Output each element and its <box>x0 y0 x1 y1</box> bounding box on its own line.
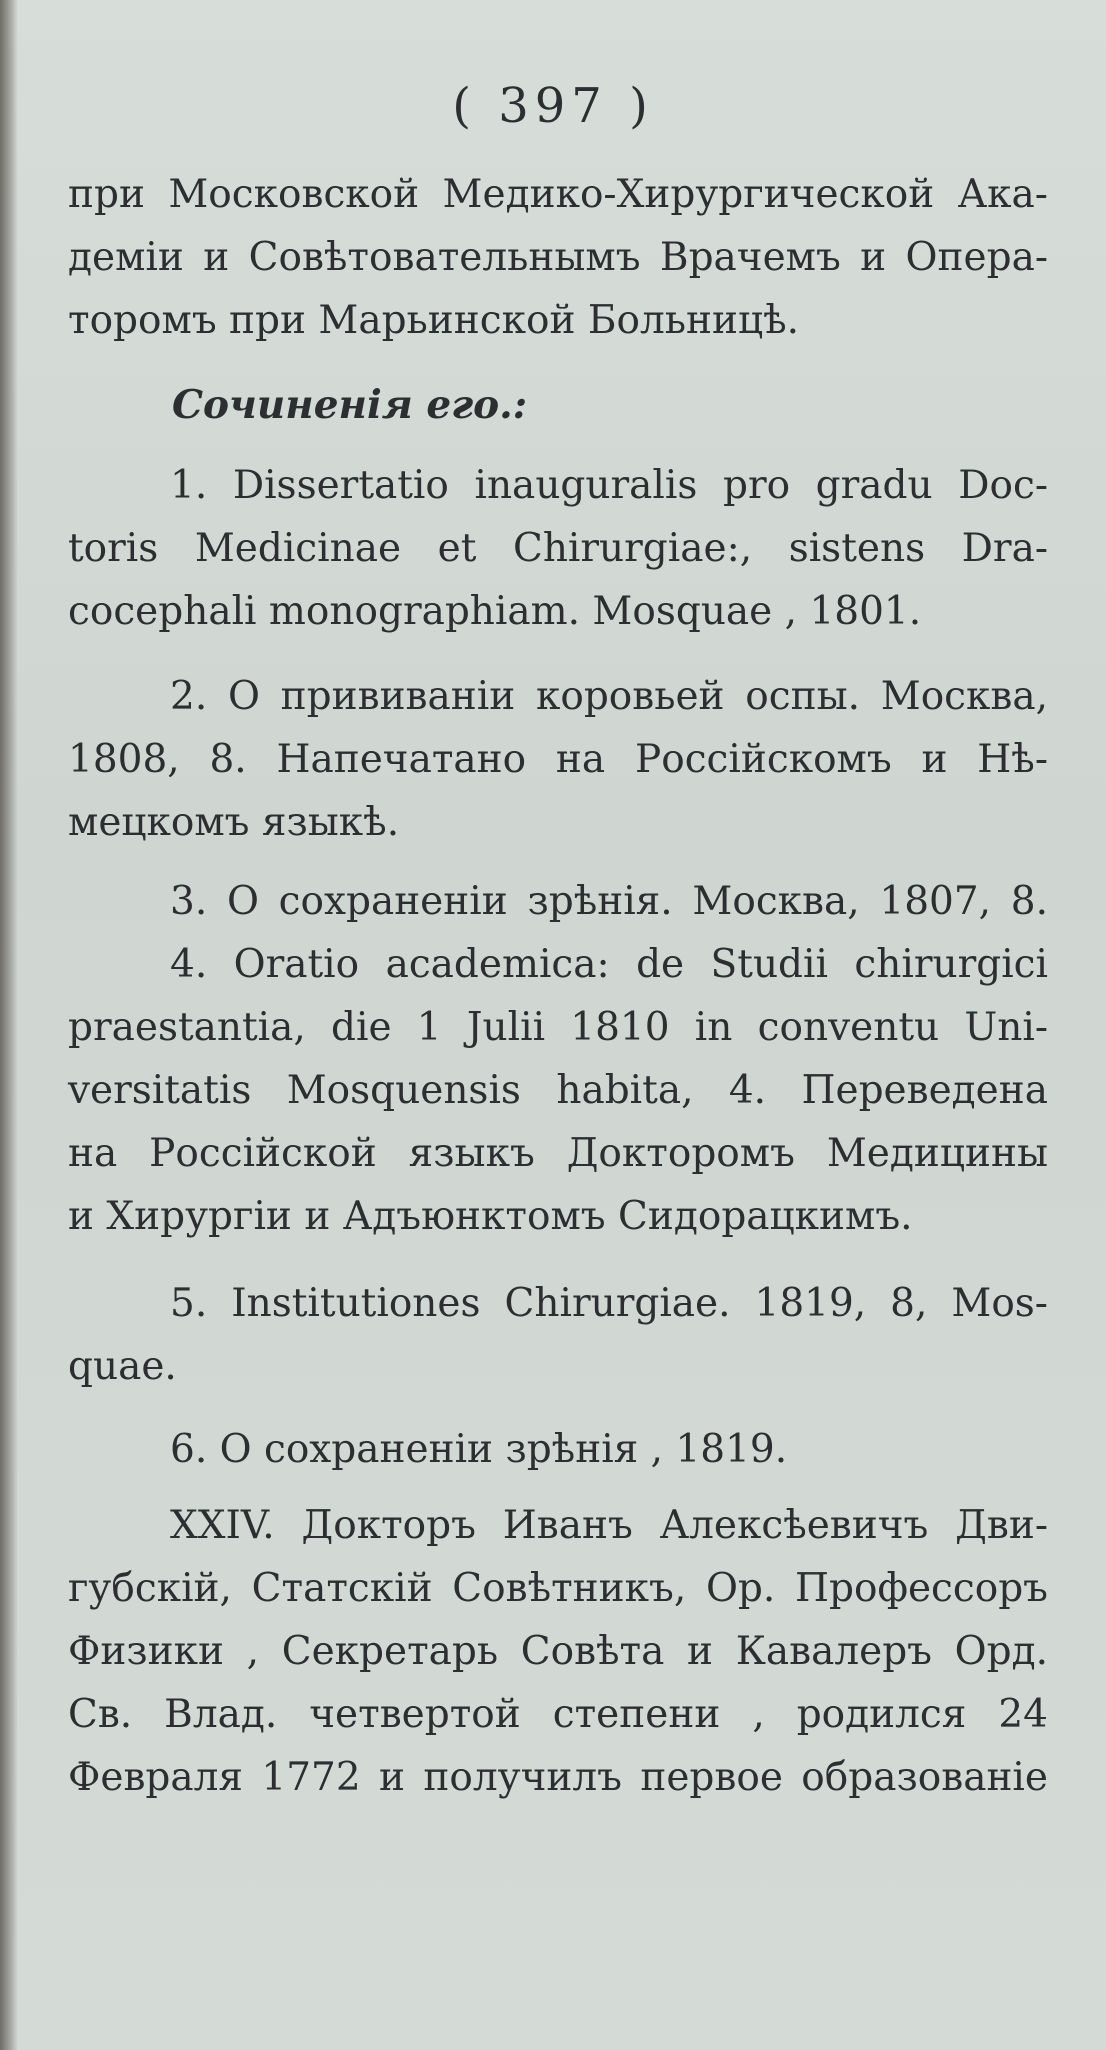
text-line: 5. Institutiones Chirurgiae. 1819, 8, Mos- <box>170 1281 1048 1326</box>
text-line: деміи и Совѣтовательнымъ Врачемъ и Опера- <box>68 235 1048 280</box>
works-heading: Сочиненія его.: <box>172 382 528 428</box>
text-line: и Хирургіи и Адъюнктомъ Сидорацкимъ. <box>68 1194 913 1239</box>
works-heading-block <box>68 374 1048 437</box>
work-item-1 <box>68 454 1048 643</box>
text-line: Физики , Секретарь Совѣта и Кавалеръ Орд. <box>68 1629 1048 1674</box>
text-line: мецкомъ языкѣ. <box>68 800 400 845</box>
text-line: toris Medicinae et Chirurgiae:, sistens Dra- <box>68 526 1048 571</box>
work-item-6 <box>68 1418 1048 1481</box>
text-line: cocephali monographiam. Mosquae , 1801. <box>68 589 922 634</box>
text-line: торомъ при Марьинской Больницѣ. <box>68 298 799 343</box>
page-spine-shadow <box>0 0 18 2050</box>
text-line: 4. Oratio academica: de Studii chirurgici <box>170 942 1048 987</box>
text-line: 2. О прививаніи коровьей оспы. Москва, <box>170 674 1048 719</box>
text-line: XXIV. Докторъ Иванъ Алексѣевичъ Дви- <box>170 1503 1048 1548</box>
text-line: 1. Dissertatio inauguralis pro gradu Doc- <box>170 463 1048 508</box>
text-line: при Московской Медико-Хирургической Ака- <box>68 172 1048 217</box>
text-line: 1808, 8. Напечатано на Россійскомъ и Нѣ- <box>68 737 1048 782</box>
text-line: на Россійской языкъ Докторомъ Медицины <box>68 1131 1048 1176</box>
text-line: 3. О сохраненіи зрѣнія. Москва, 1807, 8. <box>170 879 1048 924</box>
work-item-5 <box>68 1272 1048 1398</box>
text-line: praestantia, die 1 Julii 1810 in conventu Uni- <box>68 1005 1048 1050</box>
text-line: versitatis Mosquensis habita, 4. Переведена <box>68 1068 1048 1113</box>
text-line: Св. Влад. четвертой степени , родился 24 <box>68 1692 1048 1737</box>
text-line: губскій, Статскій Совѣтникъ, Ор. Профессоръ <box>68 1566 1048 1611</box>
text-line: Февраля 1772 и получилъ первое образованіе <box>68 1755 1048 1800</box>
paragraph-continuation <box>68 163 1048 352</box>
text-line: 6. О сохраненіи зрѣнія , 1819. <box>170 1427 788 1472</box>
text-line: quae. <box>68 1344 177 1389</box>
work-items-3-4 <box>68 870 1048 1248</box>
page-number: ( 397 ) <box>452 78 654 134</box>
work-item-2 <box>68 665 1048 854</box>
entry-xxiv <box>68 1494 1048 1809</box>
